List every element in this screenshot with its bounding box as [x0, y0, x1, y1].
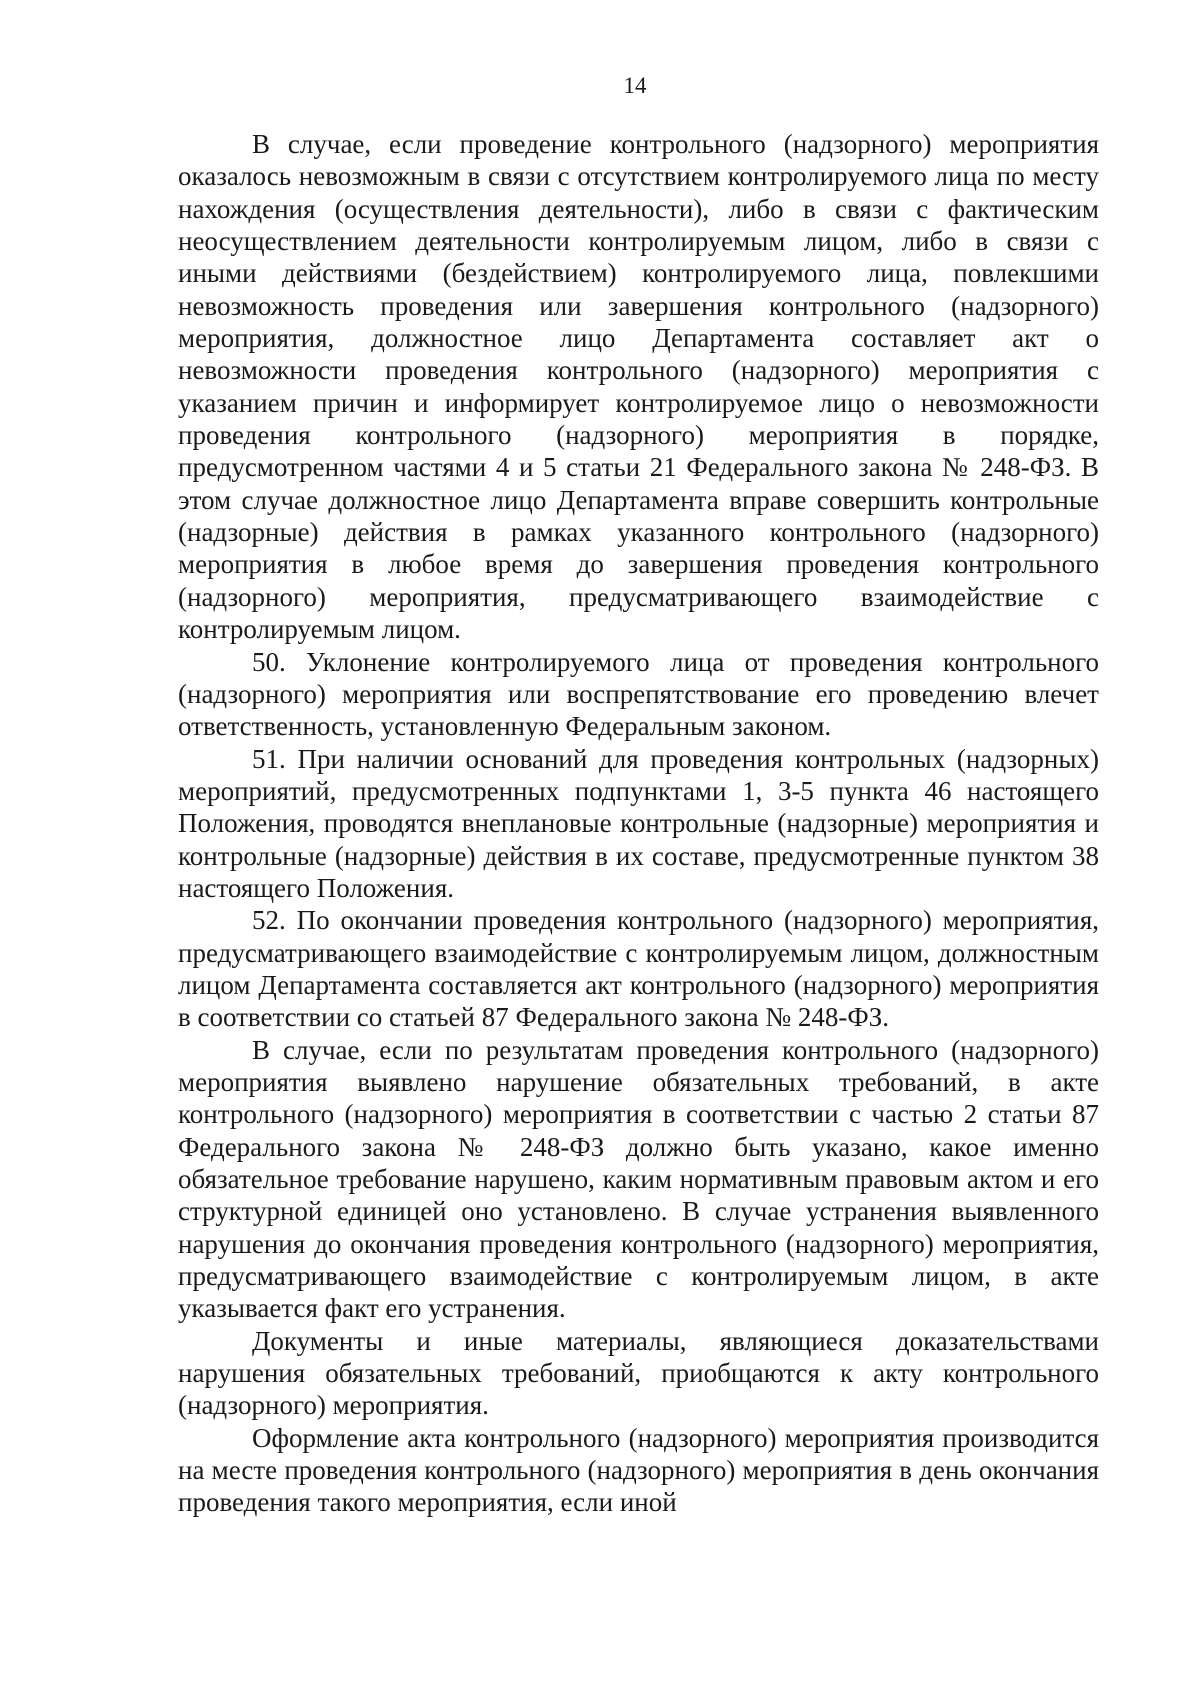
- document-body: [178, 128, 1099, 1519]
- paragraph-51: 51. При наличии оснований для проведения контрольных (надзорных) мероприятий, предусмотренных подпунктами 1, 3-5 пункта 46 настоящего Положения, проводятся внеплановые контрольные (надзорные) мероприятия и контрольные (надзорные) действия в их составе, предусмотренные пунктом 38 настоящего Положения.: [178, 743, 1099, 903]
- paragraph-act-execution: Оформление акта контрольного (надзорного) мероприятия производится на месте проведения контрольного (надзорного) мероприятия в день окончания проведения такого мероприятия, если иной: [178, 1422, 1099, 1518]
- paragraph-52: 52. По окончании проведения контрольного (надзорного) мероприятия, предусматривающего взаимодействие с контролируемым лицом, должностным лицом Департамента составляется акт контрольного (надзорного) мероприятия в соответствии со статьей 87 Федерального закона № 248-ФЗ.: [178, 905, 1099, 1033]
- paragraph-impossibility-act: В случае, если проведение контрольного (надзорного) мероприятия оказалось невозможным в связи с отсутствием контролируемого лица по месту нахождения (осуществления деятельности), либо в связи с фактическим неосуществлением деятельности контролируемым лицом, либо в связи с иными действиями (бездействием) контролируемого лица, повлекшими невозможность проведения или завершения контрольного (надзорного) мероприятия, должностное лицо Департамента составляет акт о невозможности проведения контрольного (надзорного) мероприятия с указанием причин и информирует контролируемое лицо о невозможности проведения контрольного (надзорного) мероприятия в порядке, предусмотренном частями 4 и 5 статьи 21 Федерального закона № 248-ФЗ. В этом случае должностное лицо Департамента вправе совершить контрольные (надзорные) действия в рамках указанного контрольного (надзорного) мероприятия в любое время до завершения проведения контрольного (надзорного) мероприятия, предусматривающего взаимодействие с контролируемым лицом.: [178, 129, 1099, 645]
- paragraph-50: 50. Уклонение контролируемого лица от проведения контрольного (надзорного) мероприятия или воспрепятствование его проведению влечет ответственность, установленную Федеральным законом.: [178, 646, 1099, 742]
- page-number: 14: [623, 73, 647, 98]
- paragraph-evidence-documents: Документы и иные материалы, являющиеся доказательствами нарушения обязательных требований, приобщаются к акту контрольного (надзорного) мероприятия.: [178, 1325, 1099, 1421]
- paragraph-violation-detected: В случае, если по результатам проведения контрольного (надзорного) мероприятия выявлено нарушение обязательных требований, в акте контрольного (надзорного) мероприятия в соответствии с частью 2 статьи 87 Федерального закона № 248-ФЗ должно быть указано, какое именно обязательное требование нарушено, каким нормативным правовым актом и его структурной единицей оно установлено. В случае устранения выявленного нарушения до окончания проведения контрольного (надзорного) мероприятия, предусматривающего взаимодействие с контролируемым лицом, в акте указывается факт его устранения.: [178, 1034, 1099, 1324]
